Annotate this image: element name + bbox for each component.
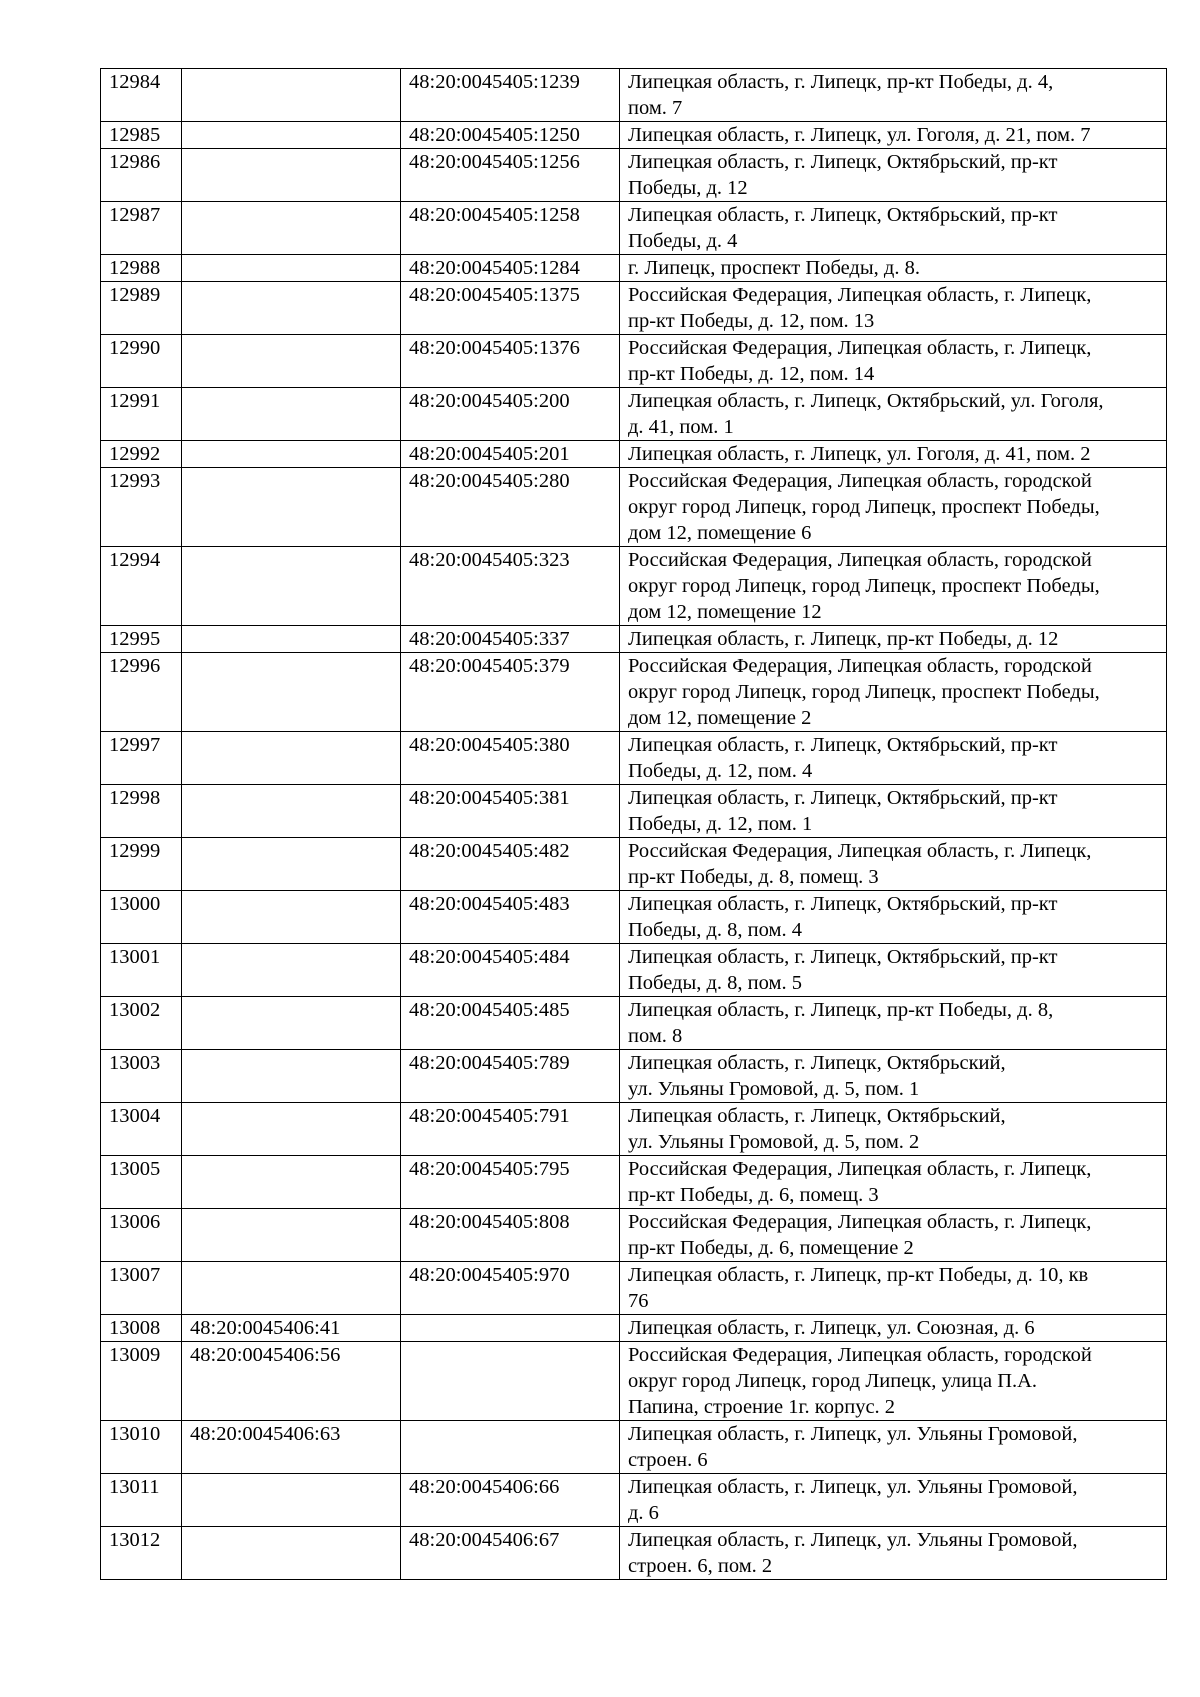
address-cell: Липецкая область, г. Липецк, Октябрьский, ул. Гоголя, д. 41, пом. 1: [620, 388, 1167, 441]
building-cadastral-number-cell: 48:20:0045406:66: [401, 1474, 620, 1527]
table-row: [101, 626, 1167, 653]
building-cadastral-number-cell: 48:20:0045406:67: [401, 1527, 620, 1580]
address-cell: Липецкая область, г. Липецк, Октябрьский, пр-кт Победы, д. 12: [620, 149, 1167, 202]
land-plot-cadastral-number-cell: [182, 1156, 401, 1209]
building-cadastral-number-cell: 48:20:0045405:280: [401, 468, 620, 547]
table-row: [101, 388, 1167, 441]
table-row: [101, 1342, 1167, 1421]
land-plot-cadastral-number-cell: [182, 1527, 401, 1580]
table-row: [101, 122, 1167, 149]
table-row: [101, 944, 1167, 997]
row-number-cell: 13012: [101, 1527, 182, 1580]
row-number-cell: 12999: [101, 838, 182, 891]
row-number-cell: 12984: [101, 69, 182, 122]
row-number-cell: 12995: [101, 626, 182, 653]
table-row: [101, 202, 1167, 255]
address-cell: Липецкая область, г. Липецк, ул. Ульяны Громовой, строен. 6: [620, 1421, 1167, 1474]
table-row: [101, 1315, 1167, 1342]
land-plot-cadastral-number-cell: [182, 838, 401, 891]
land-plot-cadastral-number-cell: [182, 1050, 401, 1103]
table-row: [101, 441, 1167, 468]
land-plot-cadastral-number-cell: [182, 997, 401, 1050]
address-cell: Липецкая область, г. Липецк, Октябрьский, пр-кт Победы, д. 12, пом. 1: [620, 785, 1167, 838]
address-cell: г. Липецк, проспект Победы, д. 8.: [620, 255, 1167, 282]
table-row: [101, 785, 1167, 838]
building-cadastral-number-cell: 48:20:0045405:483: [401, 891, 620, 944]
building-cadastral-number-cell: 48:20:0045405:323: [401, 547, 620, 626]
land-plot-cadastral-number-cell: [182, 653, 401, 732]
land-plot-cadastral-number-cell: [182, 69, 401, 122]
land-plot-cadastral-number-cell: [182, 1262, 401, 1315]
table-row: [101, 732, 1167, 785]
building-cadastral-number-cell: 48:20:0045405:201: [401, 441, 620, 468]
land-plot-cadastral-number-cell: [182, 388, 401, 441]
address-cell: Липецкая область, г. Липецк, пр-кт Победы, д. 8, пом. 8: [620, 997, 1167, 1050]
land-plot-cadastral-number-cell: [182, 1103, 401, 1156]
land-plot-cadastral-number-cell: [182, 944, 401, 997]
table-row: [101, 1421, 1167, 1474]
building-cadastral-number-cell: 48:20:0045405:795: [401, 1156, 620, 1209]
row-number-cell: 12986: [101, 149, 182, 202]
building-cadastral-number-cell: 48:20:0045405:380: [401, 732, 620, 785]
land-plot-cadastral-number-cell: [182, 441, 401, 468]
row-number-cell: 13006: [101, 1209, 182, 1262]
address-cell: Российская Федерация, Липецкая область, городской округ город Липецк, город Липецк, проспект Победы, дом 12, помещение 6: [620, 468, 1167, 547]
table-row: [101, 1156, 1167, 1209]
table-row: [101, 149, 1167, 202]
address-cell: Липецкая область, г. Липецк, ул. Ульяны Громовой, строен. 6, пом. 2: [620, 1527, 1167, 1580]
table-row: [101, 468, 1167, 547]
address-cell: Липецкая область, г. Липецк, Октябрьский, пр-кт Победы, д. 8, пом. 5: [620, 944, 1167, 997]
row-number-cell: 13008: [101, 1315, 182, 1342]
building-cadastral-number-cell: 48:20:0045405:1256: [401, 149, 620, 202]
land-plot-cadastral-number-cell: [182, 1474, 401, 1527]
address-cell: Липецкая область, г. Липецк, Октябрьский, ул. Ульяны Громовой, д. 5, пом. 1: [620, 1050, 1167, 1103]
row-number-cell: 13003: [101, 1050, 182, 1103]
land-plot-cadastral-number-cell: [182, 255, 401, 282]
row-number-cell: 12994: [101, 547, 182, 626]
row-number-cell: 12991: [101, 388, 182, 441]
address-cell: Российская Федерация, Липецкая область, г. Липецк, пр-кт Победы, д. 12, пом. 14: [620, 335, 1167, 388]
row-number-cell: 13011: [101, 1474, 182, 1527]
building-cadastral-number-cell: 48:20:0045405:1239: [401, 69, 620, 122]
address-cell: Российская Федерация, Липецкая область, городской округ город Липецк, город Липецк, проспект Победы, дом 12, помещение 12: [620, 547, 1167, 626]
land-plot-cadastral-number-cell: [182, 282, 401, 335]
address-cell: Российская Федерация, Липецкая область, городской округ город Липецк, город Липецк, улица П.А. Папина, строение 1г. корпус. 2: [620, 1342, 1167, 1421]
row-number-cell: 13001: [101, 944, 182, 997]
register-table-body: [101, 69, 1167, 1580]
building-cadastral-number-cell: 48:20:0045405:484: [401, 944, 620, 997]
cadastral-register-table: [100, 68, 1167, 1580]
address-cell: Липецкая область, г. Липецк, Октябрьский, ул. Ульяны Громовой, д. 5, пом. 2: [620, 1103, 1167, 1156]
table-row: [101, 891, 1167, 944]
address-cell: Российская Федерация, Липецкая область, г. Липецк, пр-кт Победы, д. 6, помещение 2: [620, 1209, 1167, 1262]
table-row: [101, 1527, 1167, 1580]
land-plot-cadastral-number-cell: [182, 122, 401, 149]
building-cadastral-number-cell: 48:20:0045405:485: [401, 997, 620, 1050]
building-cadastral-number-cell: 48:20:0045405:1250: [401, 122, 620, 149]
land-plot-cadastral-number-cell: [182, 785, 401, 838]
building-cadastral-number-cell: 48:20:0045405:791: [401, 1103, 620, 1156]
address-cell: Липецкая область, г. Липецк, Октябрьский, пр-кт Победы, д. 4: [620, 202, 1167, 255]
building-cadastral-number-cell: 48:20:0045405:200: [401, 388, 620, 441]
land-plot-cadastral-number-cell: [182, 732, 401, 785]
address-cell: Липецкая область, г. Липецк, ул. Гоголя, д. 21, пом. 7: [620, 122, 1167, 149]
address-cell: Липецкая область, г. Липецк, Октябрьский, пр-кт Победы, д. 12, пом. 4: [620, 732, 1167, 785]
row-number-cell: 13005: [101, 1156, 182, 1209]
land-plot-cadastral-number-cell: [182, 891, 401, 944]
address-cell: Российская Федерация, Липецкая область, городской округ город Липецк, город Липецк, проспект Победы, дом 12, помещение 2: [620, 653, 1167, 732]
address-cell: Липецкая область, г. Липецк, Октябрьский, пр-кт Победы, д. 8, пом. 4: [620, 891, 1167, 944]
table-row: [101, 1103, 1167, 1156]
row-number-cell: 13002: [101, 997, 182, 1050]
building-cadastral-number-cell: 48:20:0045405:789: [401, 1050, 620, 1103]
table-row: [101, 547, 1167, 626]
row-number-cell: 12997: [101, 732, 182, 785]
address-cell: Липецкая область, г. Липецк, пр-кт Победы, д. 10, кв 76: [620, 1262, 1167, 1315]
land-plot-cadastral-number-cell: [182, 149, 401, 202]
address-cell: Липецкая область, г. Липецк, ул. Союзная, д. 6: [620, 1315, 1167, 1342]
building-cadastral-number-cell: [401, 1315, 620, 1342]
land-plot-cadastral-number-cell: [182, 547, 401, 626]
building-cadastral-number-cell: 48:20:0045405:1375: [401, 282, 620, 335]
address-cell: Российская Федерация, Липецкая область, г. Липецк, пр-кт Победы, д. 6, помещ. 3: [620, 1156, 1167, 1209]
building-cadastral-number-cell: 48:20:0045405:1376: [401, 335, 620, 388]
address-cell: Липецкая область, г. Липецк, пр-кт Победы, д. 12: [620, 626, 1167, 653]
land-plot-cadastral-number-cell: 48:20:0045406:63: [182, 1421, 401, 1474]
building-cadastral-number-cell: 48:20:0045405:381: [401, 785, 620, 838]
building-cadastral-number-cell: 48:20:0045405:1258: [401, 202, 620, 255]
address-cell: Липецкая область, г. Липецк, ул. Ульяны Громовой, д. 6: [620, 1474, 1167, 1527]
row-number-cell: 12985: [101, 122, 182, 149]
row-number-cell: 12993: [101, 468, 182, 547]
row-number-cell: 13004: [101, 1103, 182, 1156]
table-row: [101, 1050, 1167, 1103]
building-cadastral-number-cell: [401, 1342, 620, 1421]
building-cadastral-number-cell: 48:20:0045405:482: [401, 838, 620, 891]
row-number-cell: 13009: [101, 1342, 182, 1421]
table-row: [101, 838, 1167, 891]
land-plot-cadastral-number-cell: 48:20:0045406:41: [182, 1315, 401, 1342]
table-row: [101, 255, 1167, 282]
land-plot-cadastral-number-cell: 48:20:0045406:56: [182, 1342, 401, 1421]
table-row: [101, 1209, 1167, 1262]
row-number-cell: 12992: [101, 441, 182, 468]
table-row: [101, 335, 1167, 388]
table-row: [101, 653, 1167, 732]
land-plot-cadastral-number-cell: [182, 335, 401, 388]
land-plot-cadastral-number-cell: [182, 1209, 401, 1262]
building-cadastral-number-cell: 48:20:0045405:808: [401, 1209, 620, 1262]
land-plot-cadastral-number-cell: [182, 626, 401, 653]
row-number-cell: 12996: [101, 653, 182, 732]
table-row: [101, 69, 1167, 122]
table-row: [101, 282, 1167, 335]
building-cadastral-number-cell: 48:20:0045405:1284: [401, 255, 620, 282]
row-number-cell: 13000: [101, 891, 182, 944]
row-number-cell: 13010: [101, 1421, 182, 1474]
address-cell: Липецкая область, г. Липецк, ул. Гоголя, д. 41, пом. 2: [620, 441, 1167, 468]
table-row: [101, 997, 1167, 1050]
row-number-cell: 12998: [101, 785, 182, 838]
row-number-cell: 12990: [101, 335, 182, 388]
row-number-cell: 12989: [101, 282, 182, 335]
land-plot-cadastral-number-cell: [182, 468, 401, 547]
table-row: [101, 1262, 1167, 1315]
building-cadastral-number-cell: [401, 1421, 620, 1474]
row-number-cell: 12988: [101, 255, 182, 282]
address-cell: Липецкая область, г. Липецк, пр-кт Победы, д. 4, пом. 7: [620, 69, 1167, 122]
row-number-cell: 12987: [101, 202, 182, 255]
building-cadastral-number-cell: 48:20:0045405:970: [401, 1262, 620, 1315]
building-cadastral-number-cell: 48:20:0045405:337: [401, 626, 620, 653]
building-cadastral-number-cell: 48:20:0045405:379: [401, 653, 620, 732]
address-cell: Российская Федерация, Липецкая область, г. Липецк, пр-кт Победы, д. 12, пом. 13: [620, 282, 1167, 335]
table-row: [101, 1474, 1167, 1527]
land-plot-cadastral-number-cell: [182, 202, 401, 255]
row-number-cell: 13007: [101, 1262, 182, 1315]
address-cell: Российская Федерация, Липецкая область, г. Липецк, пр-кт Победы, д. 8, помещ. 3: [620, 838, 1167, 891]
